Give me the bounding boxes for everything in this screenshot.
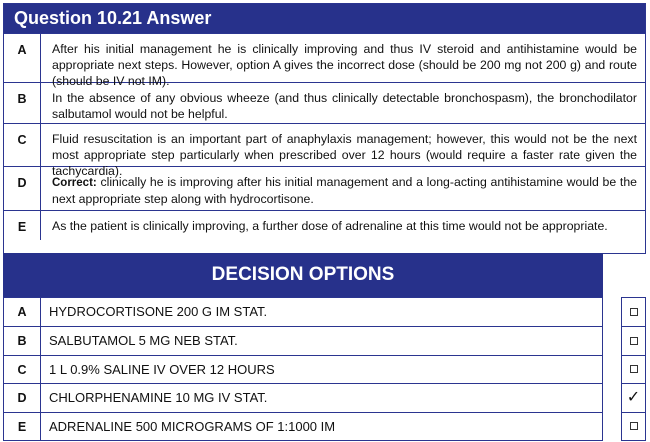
decision-options-table (3, 297, 603, 441)
answer-row-c (4, 123, 645, 178)
empty-checkbox-icon (630, 365, 638, 373)
answer-row-a (4, 33, 645, 88)
option-text: ADRENALINE 500 MICROGRAMS OF 1:1000 IM (49, 418, 336, 434)
option-letter: B (4, 327, 41, 354)
answer-title: Question 10.21 Answer (4, 4, 645, 33)
decision-option-a[interactable] (4, 298, 602, 326)
answer-panel (3, 3, 646, 254)
answer-text (41, 83, 645, 123)
option-text: SALBUTAMOL 5 MG NEB STAT. (49, 333, 238, 349)
option-checkbox-e[interactable] (622, 412, 645, 440)
option-letter: E (4, 413, 41, 440)
answer-letter: C (4, 124, 41, 166)
empty-checkbox-icon (630, 308, 638, 316)
answer-explanation: clinically he is improving after his initial management and a long-acting antihistamine would be the next appropriate step along with hydrocortisone. (52, 175, 637, 206)
answer-text (41, 124, 645, 178)
answer-explanation: In the absence of any obvious wheeze (and thus clinically detectable bronchospasm), the bronchodilator salbutamol would not be helpful. (52, 91, 637, 121)
answer-explanation: As the patient is clinically improving, a further dose of adrenaline at this time would not be appropriate. (52, 219, 608, 233)
option-checkbox-a[interactable] (622, 298, 645, 326)
option-text: 1 L 0.9% SALINE IV OVER 12 HOURS (49, 361, 275, 377)
answer-text (41, 34, 645, 88)
answer-checkbox-column (621, 297, 646, 441)
answer-row-d (4, 166, 645, 210)
decision-option-b[interactable] (4, 326, 602, 354)
option-letter: A (4, 298, 41, 326)
answer-text (41, 167, 645, 210)
correct-label: Correct: (52, 177, 97, 189)
answer-explanation: After his initial management he is clinically improving and thus IV steroid and antihistamine would be appropriate next steps. However, option A gives the incorrect dose (should be 200 mg not 200 g) and route (should be IV not IM). (52, 42, 637, 88)
answer-letter: D (4, 167, 41, 210)
decision-option-c[interactable] (4, 355, 602, 383)
checkmark-icon: ✓ (626, 388, 641, 406)
answer-row-b (4, 82, 645, 123)
answer-letter: E (4, 211, 41, 240)
option-checkbox-b[interactable] (622, 326, 645, 354)
answer-letter: B (4, 83, 41, 123)
option-checkbox-c[interactable] (622, 355, 645, 383)
answer-letter: A (4, 34, 41, 82)
option-text: CHLORPHENAMINE 10 MG IV STAT. (49, 390, 268, 406)
option-checkbox-d[interactable] (622, 383, 645, 411)
option-letter: C (4, 356, 41, 383)
option-letter: D (4, 384, 41, 411)
decision-option-e[interactable] (4, 412, 602, 440)
empty-checkbox-icon (630, 422, 638, 430)
answer-text (41, 211, 645, 240)
answer-explanation: Fluid resuscitation is an important part of anaphylaxis management; however, this would not be the next most appropriate step particularly when prescribed over 12 hours (would require a faster rate given the tachycardia). (52, 132, 637, 178)
option-text: HYDROCORTISONE 200 G IM STAT. (49, 304, 268, 319)
empty-checkbox-icon (630, 337, 638, 345)
decision-options-header: DECISION OPTIONS (3, 253, 603, 297)
decision-option-d[interactable] (4, 383, 602, 411)
answer-row-e (4, 210, 645, 240)
